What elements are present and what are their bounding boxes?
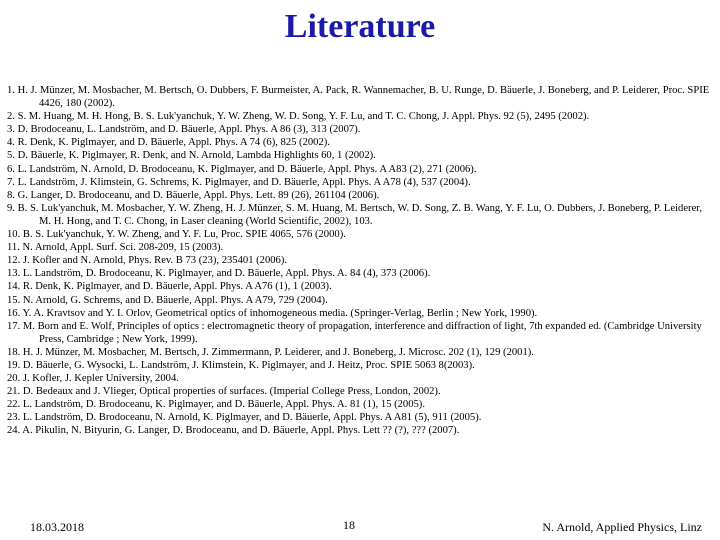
reference-item: 10. B. S. Luk'yanchuk, Y. W. Zheng, and Y. F. Lu, Proc. SPIE 4065, 576 (2000). [7, 229, 346, 241]
reference-item: 16. Y. A. Kravtsov and Y. I. Orlov, Geometrical optics of inhomogeneous media. (Springer-Verlag, Berlin ; New York, 1990). [7, 307, 538, 319]
reference-item: 8. G. Langer, D. Brodoceanu, and D. Bäuerle, Appl. Phys. Lett. 89 (26), 261104 (2006). [7, 189, 380, 201]
reference-item: 4. R. Denk, K. Piglmayer, and D. Bäuerle, Appl. Phys. A 74 (6), 825 (2002). [7, 137, 330, 149]
page-title: Literature [284, 8, 436, 45]
reference-item: 2. S. M. Huang, M. H. Hong, B. S. Luk'yanchuk, Y. W. Zheng, W. D. Song, Y. F. Lu, and T. C. Chong, J. Appl. Phys. 92 (5), 2495 (2002). [7, 111, 590, 123]
page-number: 18 [343, 518, 355, 532]
reference-item: 9. B. S. Luk'yanchuk, M. Mosbacher, Y. W. Zheng, H. J. Münzer, S. M. Huang, M. Bertsch, W. D. Song, Z. B. Wang, Y. F. Lu, O. Dubbers, J. Boneberg, P. Leiderer, M. H. Hong, and T. C. Chong, in Laser cleaning (World Scientific, 2002), 103. [7, 202, 703, 227]
reference-item: 23. L. Landström, D. Brodoceanu, N. Arnold, K. Piglmayer, and D. Bäuerle, Appl. Phys. A A81 (5), 911 (2005). [7, 412, 482, 424]
reference-item: 21. D. Bedeaux and J. Vlieger, Optical properties of surfaces. (Imperial College Press, London, 2002). [7, 386, 441, 398]
reference-item: 3. D. Brodoceanu, L. Landström, and D. Bäuerle, Appl. Phys. A 86 (3), 313 (2007). [7, 124, 361, 136]
reference-item: 17. M. Born and E. Wolf, Principles of optics : electromagnetic theory of propagation, interference and diffraction of light, 7th expanded ed. (Cambridge University Press, Cambridge ; New York, 1999). [7, 320, 702, 345]
reference-item: 1. H. J. Münzer, M. Mosbacher, M. Bertsch, O. Dubbers, F. Burmeister, A. Pack, R. Wannemacher, B. U. Runge, D. Bäuerle, J. Boneberg, and P. Leiderer, Proc. SPIE 4426, 180 (2002). [7, 85, 710, 110]
reference-item: 15. N. Arnold, G. Schrems, and D. Bäuerle, Appl. Phys. A A79, 729 (2004). [7, 294, 328, 306]
footer-date: 18.03.2018 [30, 520, 84, 534]
reference-item: 11. N. Arnold, Appl. Surf. Sci. 208-209, 15 (2003). [7, 242, 224, 254]
reference-item: 14. R. Denk, K. Piglmayer, and D. Bäuerle, Appl. Phys. A A76 (1), 1 (2003). [7, 281, 332, 293]
footer-author: N. Arnold, Applied Physics, Linz [542, 520, 702, 534]
reference-item: 5. D. Bäuerle, K. Piglmayer, R. Denk, and N. Arnold, Lambda Highlights 60, 1 (2002). [7, 150, 376, 162]
reference-item: 20. J. Kofler, J. Kepler University, 2004. [7, 373, 179, 385]
reference-item: 6. L. Landström, N. Arnold, D. Brodoceanu, K. Piglmayer, and D. Bäuerle, Appl. Phys. A A83 (2), 271 (2006). [7, 163, 477, 175]
reference-item: 18. H. J. Münzer, M. Mosbacher, M. Bertsch, J. Zimmermann, P. Leiderer, and J. Boneberg, J. Microsc. 202 (1), 129 (2001). [7, 346, 534, 358]
reference-list [7, 84, 713, 438]
reference-item: 13. L. Landström, D. Brodoceanu, K. Piglmayer, and D. Bäuerle, Appl. Phys. A. 84 (4), 373 (2006). [7, 268, 431, 280]
reference-item: 24. A. Pikulin, N. Bityurin, G. Langer, D. Brodoceanu, and D. Bäuerle, Appl. Phys. Lett ?? (?), ??? (2007). [7, 425, 460, 437]
reference-item: 22. L. Landström, D. Brodoceanu, K. Piglmayer, and D. Bäuerle, Appl. Phys. A. 81 (1), 15 (2005). [7, 399, 425, 411]
reference-item: 19. D. Bäuerle, G. Wysocki, L. Landström, J. Klimstein, K. Piglmayer, and J. Heitz, Proc. SPIE 5063 8(2003). [7, 359, 475, 371]
reference-item: 12. J. Kofler and N. Arnold, Phys. Rev. B 73 (23), 235401 (2006). [7, 255, 288, 267]
reference-item: 7. L. Landström, J. Klimstein, G. Schrems, K. Piglmayer, and D. Bäuerle, Appl. Phys. A A78 (4), 537 (2004). [7, 176, 471, 188]
